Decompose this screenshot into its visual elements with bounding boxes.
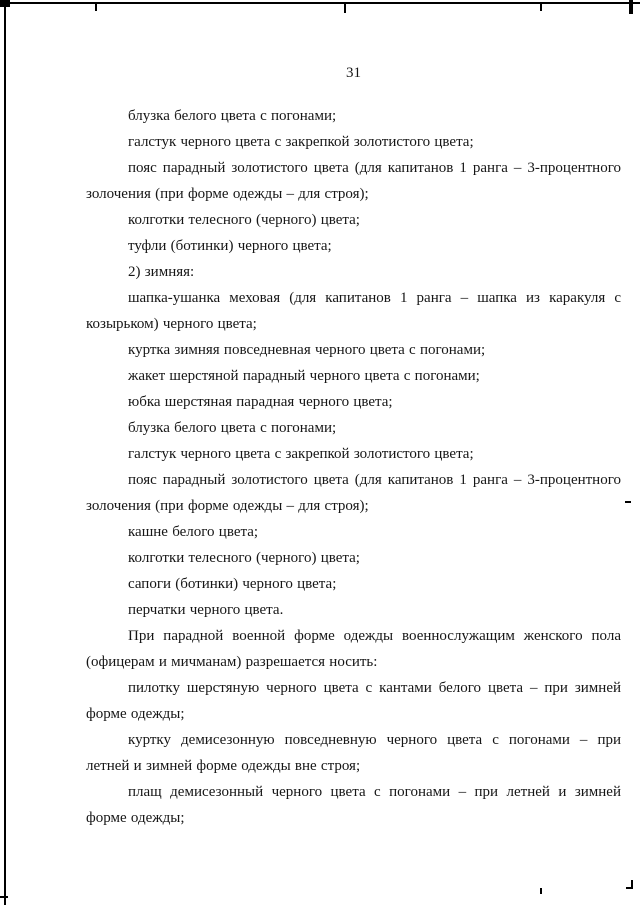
paragraph: юбка шерстяная парадная черного цвета; <box>128 394 393 410</box>
page-corner-bottom-left <box>0 896 8 898</box>
scan-tick-top-1 <box>95 4 97 11</box>
paragraph: колготки телесного (черного) цвета; <box>128 550 360 566</box>
scan-tick-bottom <box>540 888 542 894</box>
paragraph: 2) зимняя: <box>128 264 195 280</box>
paragraph: пилотку шерстяную черного цвета с кантами белого цвета – при зимней форме одежды; <box>86 680 621 722</box>
paragraph: галстук черного цвета с закрепкой золотистого цвета; <box>128 446 474 462</box>
page-corner-bottom-right-v <box>631 880 633 889</box>
paragraph: блузка белого цвета с погонами; <box>128 108 337 124</box>
paragraph: туфли (ботинки) черного цвета; <box>128 238 332 254</box>
page-number: 31 <box>346 65 361 81</box>
paragraph: блузка белого цвета с погонами; <box>128 420 337 436</box>
paragraph: перчатки черного цвета. <box>128 602 284 618</box>
document-page <box>86 60 621 831</box>
paragraph: куртку демисезонную повседневную черного цвета с погонами – при летней и зимней форме одежды вне строя; <box>86 732 621 774</box>
paragraph: пояс парадный золотистого цвета (для капитанов 1 ранга – 3-процентного золочения (при форме одежды – для строя); <box>86 160 621 202</box>
scan-tick-right-middle <box>625 501 631 503</box>
scan-tick-top-3 <box>540 4 542 11</box>
paragraph: плащ демисезонный черного цвета с погонами – при летней и зимней форме одежды; <box>86 784 621 826</box>
page-corner-top-right <box>629 0 633 14</box>
paragraph: колготки телесного (черного) цвета; <box>128 212 360 228</box>
paragraph: кашне белого цвета; <box>128 524 259 540</box>
content <box>86 103 621 831</box>
page-border-left <box>4 0 6 905</box>
paragraph: пояс парадный золотистого цвета (для капитанов 1 ранга – 3-процентного золочения (при форме одежды – для строя); <box>86 472 621 514</box>
paragraph: галстук черного цвета с закрепкой золотистого цвета; <box>128 134 474 150</box>
paragraph: шапка-ушанка меховая (для капитанов 1 ранга – шапка из каракуля с козырьком) черного цвета; <box>86 290 621 332</box>
paragraph: куртка зимняя повседневная черного цвета с погонами; <box>128 342 486 358</box>
paragraph: сапоги (ботинки) черного цвета; <box>128 576 337 592</box>
paragraph: жакет шерстяной парадный черного цвета с погонами; <box>128 368 480 384</box>
scan-tick-top-2 <box>344 4 346 13</box>
paragraph: При парадной военной форме одежды военнослужащим женского пола (офицерам и мичманам) разрешается носить: <box>86 628 621 670</box>
